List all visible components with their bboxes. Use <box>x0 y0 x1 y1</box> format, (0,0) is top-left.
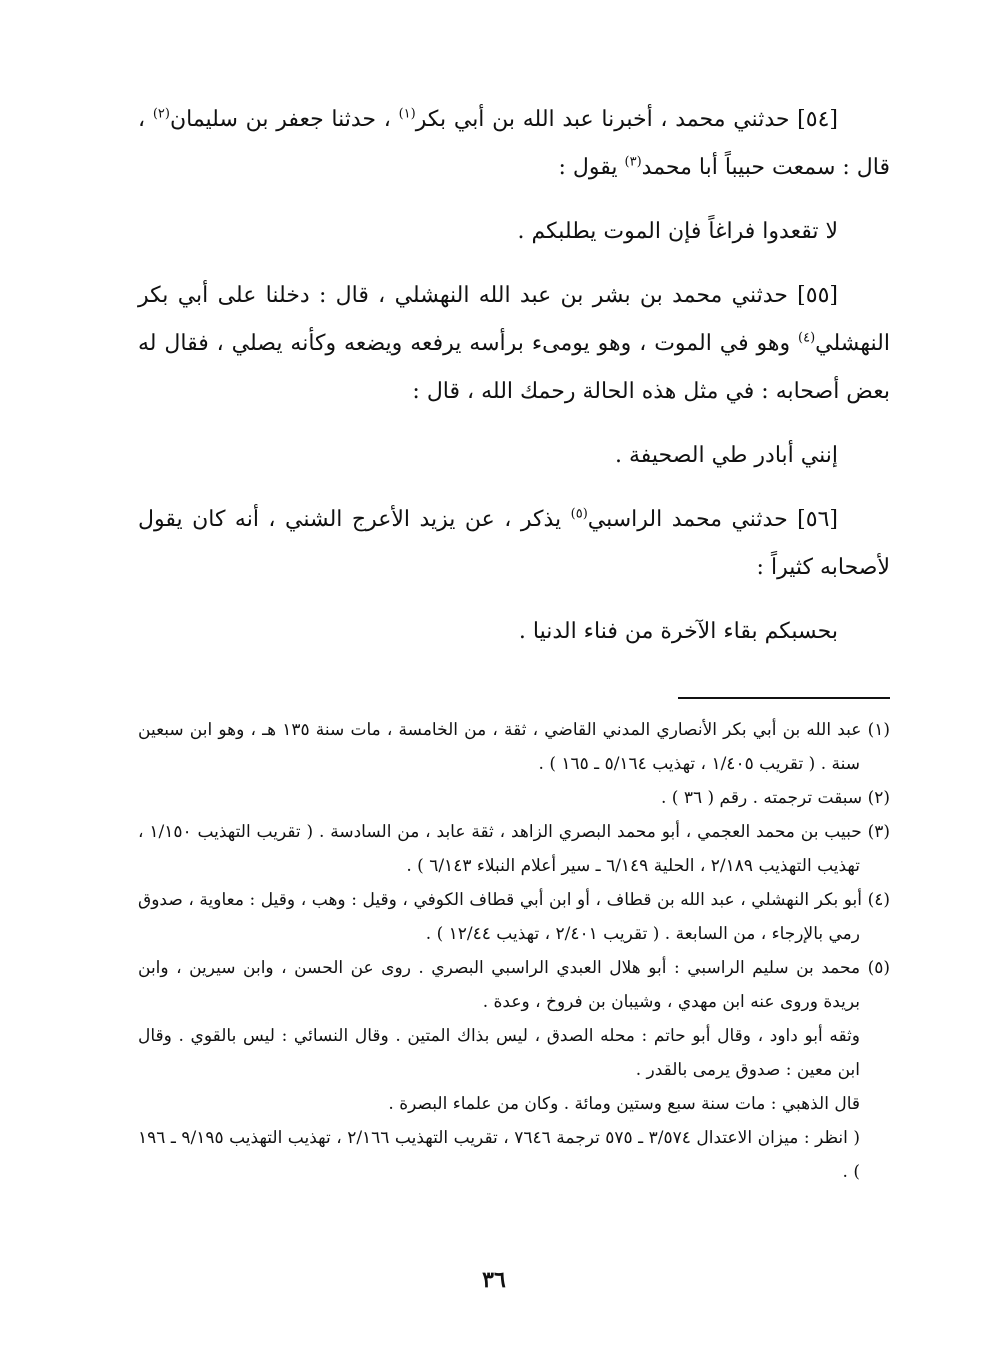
footnote-1: (١) عبد الله بن أبي بكر الأنصاري المدني القاضي ، ثقة ، من الخامسة ، مات سنة ١٣٥ هـ ، وهو ابن سبعين سنة . ( تقريب ١/٤٠٥ ، تهذيب ٥/١٦٤ ـ ١٦٥ ) . <box>138 720 890 774</box>
footnote-ref-5: (٥) <box>570 506 588 522</box>
footnote-5-continued-3: ( انظر : ميزان الاعتدال ٣/٥٧٤ ـ ٥٧٥ ترجمة ٧٦٤٦ ، تقريب التهذيب ٢/١٦٦ ، تهذيب التهذيب ٩/١٩٥ ـ ١٩٦ ) . <box>138 1128 860 1182</box>
narration-56-part-b: يذكر ، عن يزيد الأعرج الشني ، أنه كان يقول لأصحابه كثيراً : <box>138 507 890 580</box>
narration-55 <box>138 272 890 416</box>
footnote-ref-4: (٤) <box>798 330 816 346</box>
footnote-divider <box>678 697 890 699</box>
narration-54-part-b: ، حدثنا جعفر بن سليمان <box>169 107 399 132</box>
footnote-ref-2: (٢) <box>152 106 170 122</box>
narration-56-part-a: [٥٦] حدثني محمد الراسبي <box>587 507 839 532</box>
main-text <box>138 96 890 672</box>
footnote-5: (٥) محمد بن سليم الراسبي : أبو هلال العبدي الراسبي البصري . روى عن الحسن ، وابن سيرين ، وابن بريدة وروى عنه ابن مهدي ، وشيبان بن فروخ ، وعدة . <box>138 958 890 1012</box>
narration-56 <box>138 496 890 592</box>
page-number: ٣٦ <box>482 1267 506 1293</box>
footnote-ref-3: (٣) <box>624 154 642 170</box>
footnote-ref-1: (١) <box>398 106 416 122</box>
footnote-5-continued-1: وثقه أبو داود ، وقال أبو حاتم : محله الصدق ، ليس بذاك المتين . وقال النسائي : ليس بالقوي . وقال ابن معين : صدوق يرمى بالقدر . <box>138 1026 860 1080</box>
footnotes <box>138 713 890 1189</box>
footnote-3: (٣) حبيب بن محمد العجمي ، أبو محمد البصري الزاهد ، ثقة عابد ، من السادسة . ( تقريب التهذيب ١/١٥٠ ، تهذيب التهذيب ٢/١٨٩ ، الحلية ٦/١٤٩ ـ سير أعلام النبلاء ٦/١٤٣ ) . <box>138 822 891 876</box>
quote-54: لا تقعدوا فراغاً فإن الموت يطلبكم . <box>517 219 838 244</box>
footnote-2: (٢) سبقت ترجمته . رقم ( ٣٦ ) . <box>661 788 890 808</box>
narration-54-part-c: ، قال : سمعت حبيباً أبا محمد <box>138 107 890 180</box>
narration-54-part-a: [٥٤] حدثني محمد ، أخبرنا عبد الله بن أبي بكر <box>415 107 839 132</box>
narration-54-part-d: يقول : <box>558 155 625 180</box>
quote-56: بحسبكم بقاء الآخرة من فناء الدنيا . <box>518 619 838 644</box>
quote-55: إنني أبادر طي الصحيفة . <box>614 443 838 468</box>
narration-55-part-a: [٥٥] حدثني محمد بن بشر بن عبد الله النهشلي ، قال : دخلنا على أبي بكر النهشلي <box>138 283 890 356</box>
footnote-5-continued-2: قال الذهبي : مات سنة سبع وستين ومائة . وكان من علماء البصرة . <box>388 1094 860 1114</box>
narration-55-part-b: وهو في الموت ، وهو يومىء برأسه يرفعه ويضعه وكأنه يصلي ، فقال له بعض أصحابه : في مثل هذه الحالة رحمك الله ، قال : <box>138 331 890 404</box>
footnote-4: (٤) أبو بكر النهشلي ، عبد الله بن قطاف ، أو ابن أبي قطاف الكوفي ، وقيل : وهب ، وقيل : معاوية ، صدوق رمي بالإرجاء ، من السابعة . ( تقريب ٢/٤٠١ ، تهذيب ١٢/٤٤ ) . <box>138 890 890 944</box>
narration-54 <box>138 96 890 192</box>
